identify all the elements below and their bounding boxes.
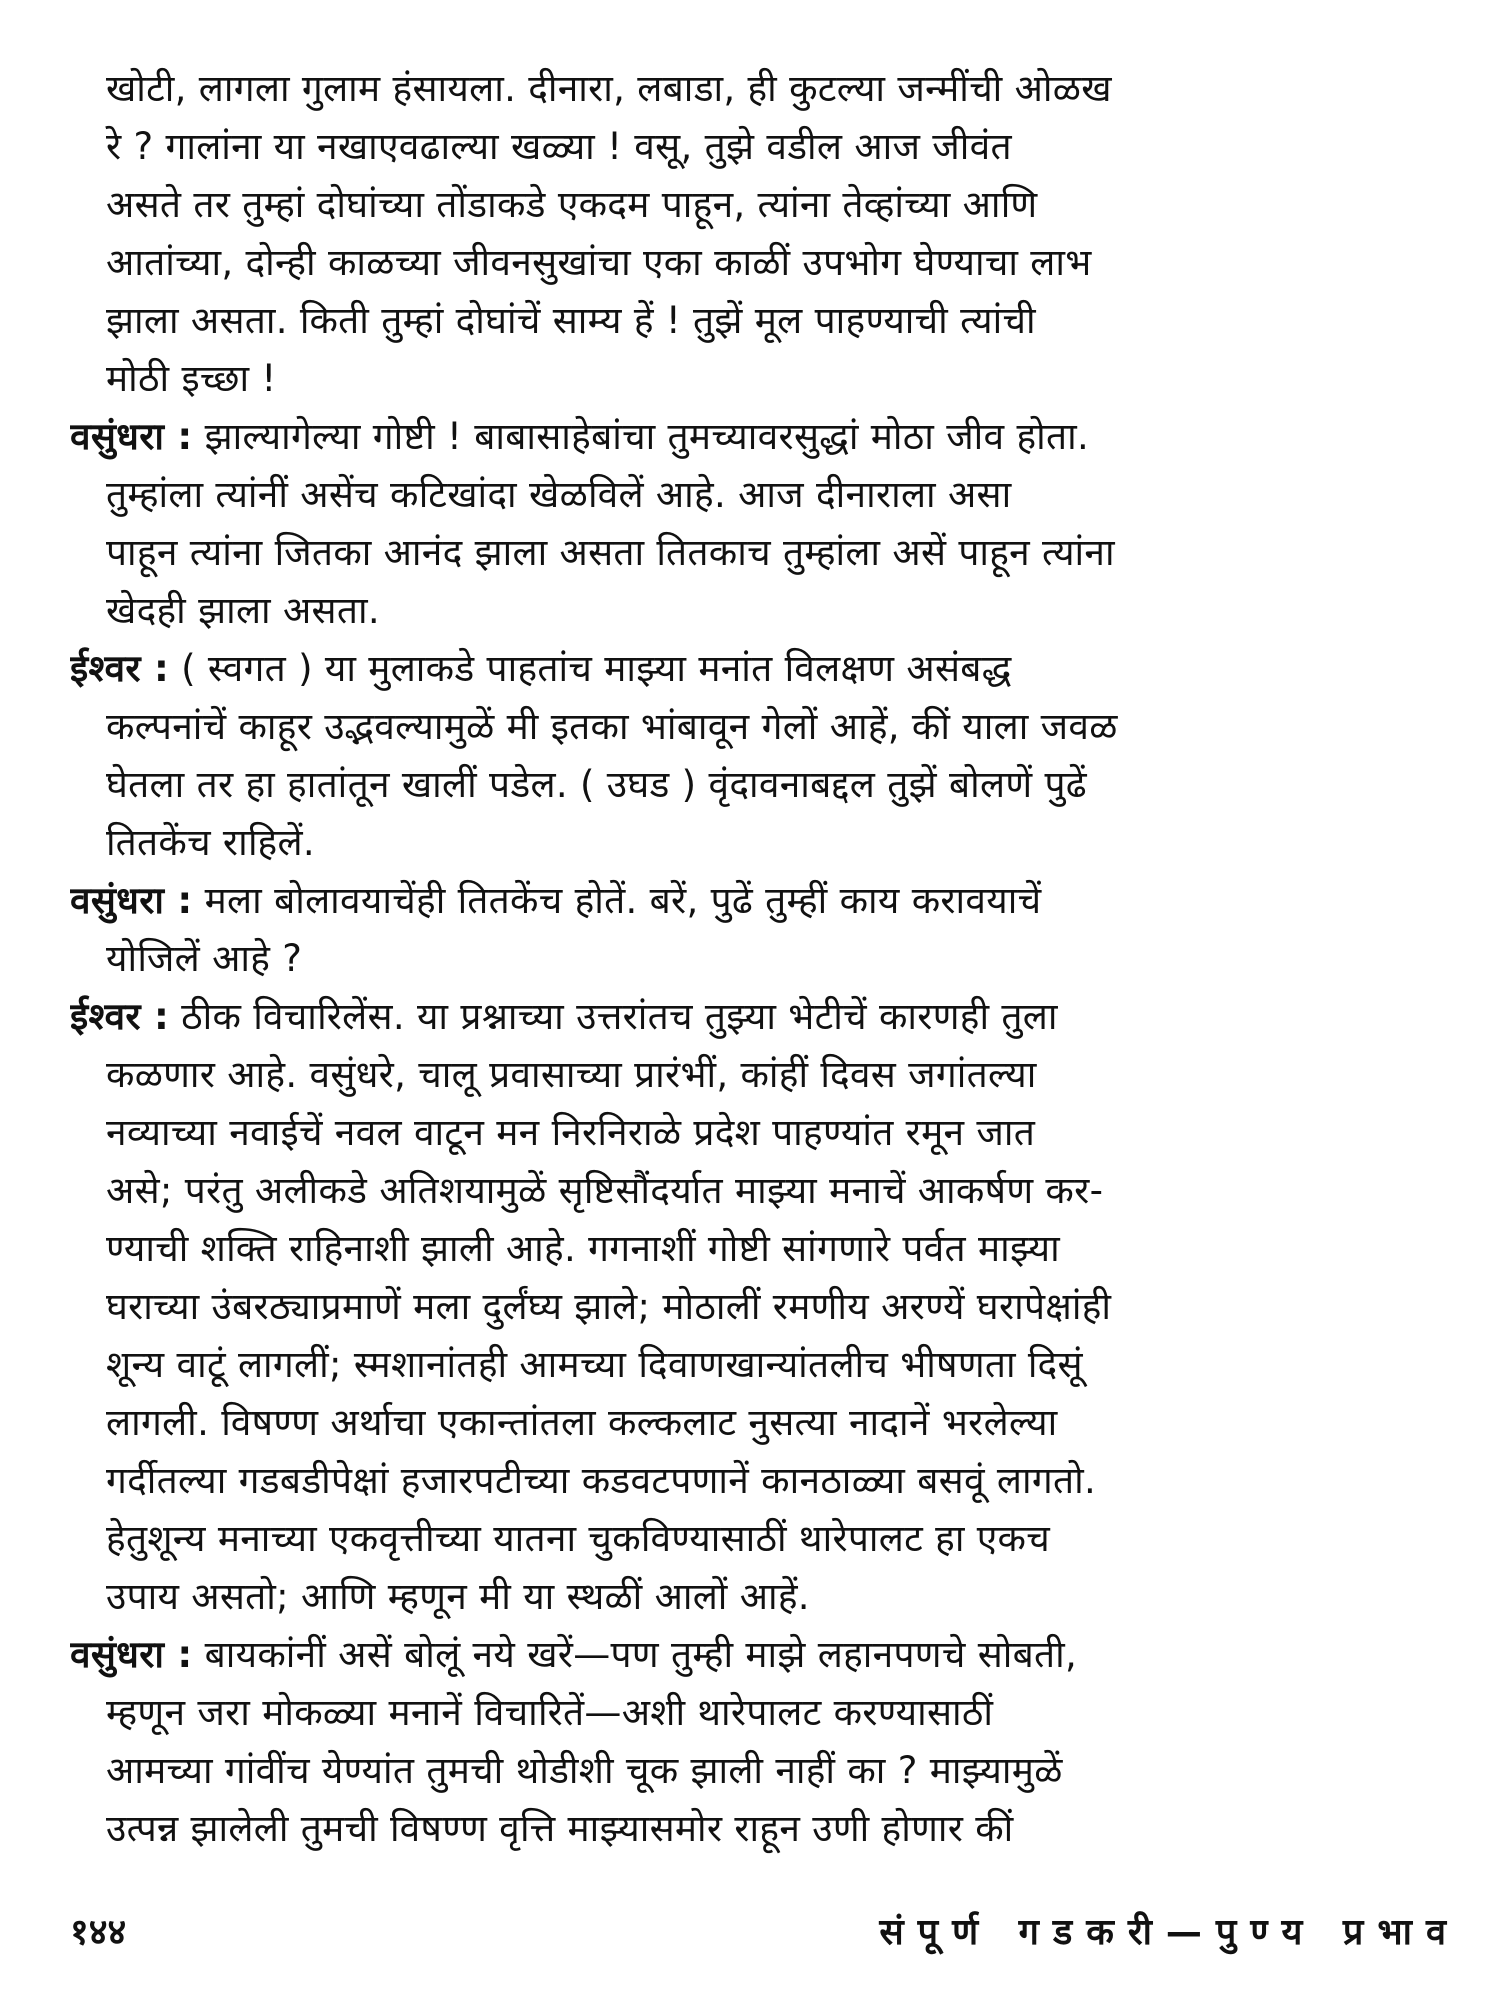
intro-paragraph bbox=[70, 60, 1460, 408]
page-footer bbox=[70, 1905, 1460, 1955]
text-line bbox=[70, 408, 1460, 466]
text-line: झाला असता. किती तुम्हां दोघांचें साम्य हें ! तुझें मूल पाहण्याची त्यांची bbox=[106, 299, 1036, 342]
speaker-name: वसुंधरा : bbox=[70, 1633, 193, 1676]
speaker-name: ईश्वर : bbox=[70, 995, 170, 1038]
text-line: नव्याच्या नवाईचें नवल वाटून मन निरनिराळे प्रदेश पाहण्यांत रमून जात bbox=[106, 1111, 1036, 1154]
text-line: लागली. विषण्ण अर्थाचा एकान्तांतला कल्कलाट नुसत्या नादानें भरलेल्या bbox=[106, 1401, 1058, 1444]
speech-block bbox=[70, 988, 1460, 1626]
text-line: रे ? गालांना या नखाएवढाल्या खळ्या ! वसू, तुझे वडील आज जीवंत bbox=[106, 125, 1012, 168]
text-line: गर्दीतल्या गडबडीपेक्षां हजारपटीच्या कडवटपणानें कानठाळ्या बसवूं लागतो. bbox=[106, 1459, 1097, 1502]
text-line: कळणार आहे. वसुंधरे, चालू प्रवासाच्या प्रारंभीं, कांहीं दिवस जगांतल्या bbox=[106, 1053, 1037, 1096]
text-line: आमच्या गांवींच येण्यांत तुमची थोडीशी चूक झाली नाहीं का ? माझ्यामुळें bbox=[106, 1749, 1063, 1792]
dialogue-text: मला बोलावयाचेंही तितकेंच होतें. बरें, पुढें तुम्हीं काय करावयाचें bbox=[204, 879, 1042, 922]
text-line bbox=[70, 640, 1460, 698]
text-line: तुम्हांला त्यांनीं असेंच कटिखांदा खेळविलें आहे. आज दीनाराला असा bbox=[106, 473, 1012, 516]
text-line: खोटी, लागला गुलाम हंसायला. दीनारा, लबाडा, ही कुटल्या जन्मींची ओळख bbox=[106, 67, 1112, 110]
text-line: आतांच्या, दोन्ही काळच्या जीवनसुखांचा एका काळीं उपभोग घेण्याचा लाभ bbox=[106, 241, 1092, 284]
text-line: हेतुशून्य मनाच्या एकवृत्तीच्या यातना चुकविण्यासाठीं थारेपालट हा एकच bbox=[106, 1517, 1051, 1560]
book-title: संपूर्ण गडकरी—पुण्य प्रभाव bbox=[879, 1911, 1460, 1953]
dialogue-text: बायकांनीं असें बोलूं नये खरें—पण तुम्ही माझे लहानपणचे सोबती, bbox=[204, 1633, 1078, 1676]
text-line: असे; परंतु अलीकडे अतिशयामुळें सृष्टिसौंदर्यात माझ्या मनाचें आकर्षण कर- bbox=[106, 1169, 1104, 1212]
speech-block bbox=[70, 640, 1460, 872]
text-line: तितकेंच राहिलें. bbox=[106, 821, 315, 864]
speech-block bbox=[70, 872, 1460, 988]
speaker-name: वसुंधरा : bbox=[70, 415, 193, 458]
text-line: योजिलें आहे ? bbox=[106, 937, 303, 980]
text-line: म्हणून जरा मोकळ्या मनानें विचारितें—अशी थारेपालट करण्यासाठीं bbox=[106, 1691, 994, 1734]
text-line: उपाय असतो; आणि म्हणून मी या स्थळीं आलों आहें. bbox=[106, 1575, 810, 1618]
text-line bbox=[70, 872, 1460, 930]
text-line: उत्पन्न झालेली तुमची विषण्ण वृत्ति माझ्यासमोर राहून उणी होणार कीं bbox=[106, 1807, 1014, 1850]
speaker-name: ईश्वर : bbox=[70, 647, 170, 690]
text-line: कल्पनांचें काहूर उद्भवल्यामुळें मी इतका भांबावून गेलों आहें, कीं याला जवळ bbox=[106, 705, 1118, 748]
speech-block bbox=[70, 408, 1460, 640]
text-line: ण्याची शक्ति राहिनाशी झाली आहे. गगनाशीं गोष्टी सांगणारे पर्वत माझ्या bbox=[106, 1227, 1061, 1270]
page-number: १४४ bbox=[70, 1911, 127, 1953]
text-line: शून्य वाटूं लागलीं; स्मशानांतही आमच्या दिवाणखान्यांतलीच भीषणता दिसूं bbox=[106, 1343, 1083, 1386]
text-line bbox=[70, 1626, 1460, 1684]
text-line: घेतला तर हा हातांतून खालीं पडेल. ( उघड ) वृंदावनाबद्दल तुझें बोलणें पुढें bbox=[106, 763, 1087, 806]
text-line: खेदही झाला असता. bbox=[106, 589, 380, 632]
text-line: पाहून त्यांना जितका आनंद झाला असता तितकाच तुम्हांला असें पाहून त्यांना bbox=[106, 531, 1115, 574]
speaker-name: वसुंधरा : bbox=[70, 879, 193, 922]
text-line bbox=[70, 988, 1460, 1046]
text-line: घराच्या उंबरठ्याप्रमाणें मला दुर्लंघ्य झाले; मोठालीं रमणीय अरण्यें घरापेक्षांही bbox=[106, 1285, 1112, 1328]
speech-block bbox=[70, 1626, 1460, 1858]
dialogue-text: झाल्यागेल्या गोष्टी ! बाबासाहेबांचा तुमच्यावरसुद्धां मोठा जीव होता. bbox=[204, 415, 1090, 458]
text-line: असते तर तुम्हां दोघांच्या तोंडाकडे एकदम पाहून, त्यांना तेव्हांच्या आणि bbox=[106, 183, 1038, 226]
dialogue-text: ठीक विचारिलेंस. या प्रश्नाच्या उत्तरांतच तुझ्या भेटीचें कारणही तुला bbox=[181, 995, 1058, 1038]
text-line: मोठी इच्छा ! bbox=[106, 357, 277, 400]
dialogue-text: ( स्वगत ) या मुलाकडे पाहतांच माझ्या मनांत विलक्षण असंबद्ध bbox=[181, 647, 1012, 690]
